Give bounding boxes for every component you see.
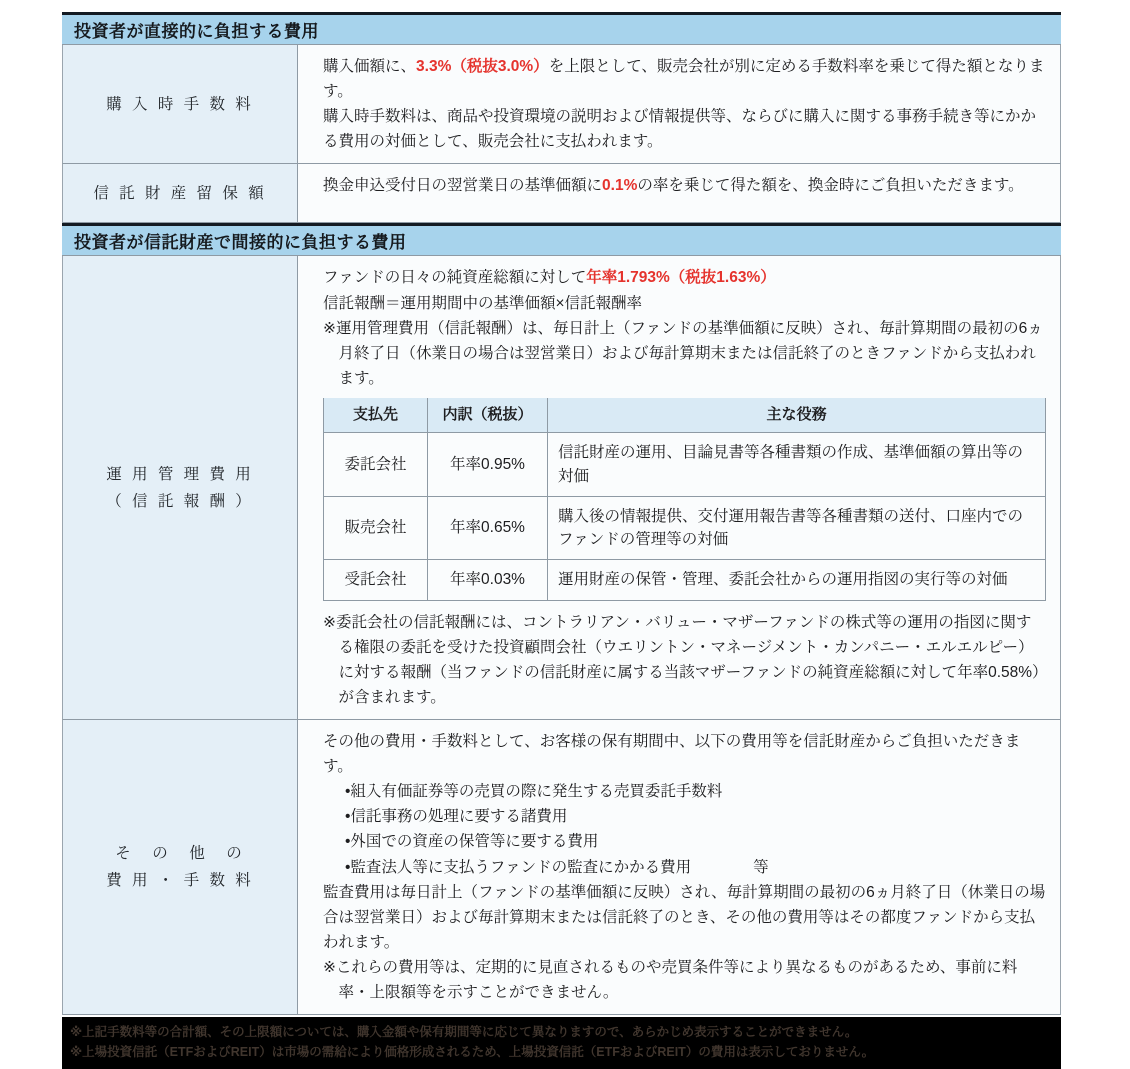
footnote-line: ※上場投資信託（ETFおよびREIT）は市場の需給により価格形成されるため、上場投資信託（ETFおよびREIT）の費用は表示しておりません。 bbox=[70, 1045, 875, 1060]
footnote-line: ※上記手数料等の合計額、その上限額については、購入金額や保有期間等に応じて異なりますので、あらかじめ表示することができません。 bbox=[70, 1025, 858, 1040]
section-title: 投資者が信託財産で間接的に負担する費用 bbox=[74, 233, 407, 253]
row-label-other-fees bbox=[63, 720, 298, 1014]
fee-table-document bbox=[62, 12, 1061, 1069]
note-delegation: ※委託会社の信託報酬には、コントラリアン・バリュー・マザーファンドの株式等の運用の指図に関する権限の委託を受けた投資顧問会社（ウエリントン・マネージメント・カンパニー・エルエルピー）に対する報酬（当ファンドの信託財産に属する当該マザーファンドの純資産総額に対して年率0.58%）が含まれます。 bbox=[323, 613, 1040, 706]
rate-highlight: 年率1.793%（税抜1.63%） bbox=[586, 269, 776, 287]
fee-breakdown-table bbox=[323, 398, 1046, 601]
table-row bbox=[324, 496, 1046, 560]
table-row-purchase-fee bbox=[62, 45, 1061, 164]
row-content-management-fee bbox=[298, 256, 1060, 719]
table-row bbox=[324, 433, 1046, 497]
text-segment: ファンドの日々の純資産総額に対して bbox=[323, 269, 587, 287]
text-segment: 換金申込受付日の翌営業日の基準価額に bbox=[323, 177, 603, 195]
row-content-purchase-fee bbox=[298, 45, 1060, 163]
fee-breakdown-header bbox=[324, 398, 1046, 433]
table-row-retention-fee bbox=[62, 164, 1061, 223]
section-header-direct-costs bbox=[62, 12, 1061, 45]
cell-rate: 年率0.65% bbox=[428, 496, 548, 560]
cell-payee: 委託会社 bbox=[324, 433, 428, 497]
table-row-management-fee bbox=[62, 256, 1061, 720]
text-segment: 購入価額に、 bbox=[323, 58, 417, 75]
row-content-retention-fee bbox=[298, 164, 1060, 222]
row-label-text-line2: 費 用 ・ 手 数 料 bbox=[106, 872, 254, 890]
list-item: •信託事務の処理に要する諸費用 bbox=[345, 808, 568, 826]
row-label-management-fee bbox=[63, 256, 298, 719]
section-title: 投資者が直接的に負担する費用 bbox=[74, 22, 319, 41]
row-label-retention-fee bbox=[63, 164, 298, 222]
paragraph: 監査費用は毎日計上（ファンドの基準価額に反映）され、毎計算期間の最初の6ヵ月終了日（休業日の場合は翌営業日）および毎計算期末または信託終了のとき、その他の費用等はその都度ファンドから支払われます。 bbox=[323, 883, 1046, 951]
note-accrual: ※運用管理費用（信託報酬）は、毎日計上（ファンドの基準価額に反映）され、毎計算期間の最初の6ヵ月終了日（休業日の場合は翌営業日）および毎計算期末または信託終了のときファンドから支払われます。 bbox=[323, 319, 1043, 387]
cell-payee: 販売会社 bbox=[324, 496, 428, 560]
row-label-text-line2: （ 信 託 報 酬 ） bbox=[106, 492, 254, 510]
rate-highlight: 3.3%（税抜3.0%） bbox=[416, 58, 549, 75]
footnote-band bbox=[62, 1017, 1061, 1069]
cell-role: 信託財産の運用、目論見書等各種書類の作成、基準価額の算出等の対価 bbox=[548, 433, 1046, 497]
paragraph: その他の費用・手数料として、お客様の保有期間中、以下の費用等を信託財産からご負担いただきます。 bbox=[323, 732, 1021, 776]
col-header-rate: 内訳（税抜） bbox=[428, 398, 548, 433]
col-header-payee: 支払先 bbox=[324, 398, 428, 433]
list-item: •外国での資産の保管等に要する費用 bbox=[345, 833, 599, 851]
list-item: •監査法人等に支払うファンドの監査にかかる費用 等 bbox=[345, 858, 769, 876]
table-row bbox=[324, 560, 1046, 600]
cell-rate: 年率0.03% bbox=[428, 560, 548, 600]
row-content-other-fees bbox=[298, 720, 1060, 1014]
text-segment: を上限として、販売会社が別に定める手数料率を乗じて得た額となります。 bbox=[323, 58, 1045, 101]
paragraph bbox=[323, 265, 1046, 290]
paragraph: 信託報酬＝運用期間中の基準価額×信託報酬率 bbox=[323, 294, 643, 312]
section-header-indirect-costs bbox=[62, 223, 1061, 256]
text-segment: の率を乗じて得た額を、換金時にご負担いただきます。 bbox=[637, 177, 1024, 195]
paragraph: 購入時手数料は、商品や投資環境の説明および情報提供等、ならびに購入に関する事務手続き等にかかる費用の対価として、販売会社に支払われます。 bbox=[323, 108, 1037, 151]
cell-rate: 年率0.95% bbox=[428, 433, 548, 497]
col-header-role: 主な役務 bbox=[548, 398, 1046, 433]
paragraph bbox=[323, 173, 1046, 198]
fee-breakdown-body bbox=[324, 433, 1046, 600]
cell-role: 運用財産の保管・管理、委託会社からの運用指図の実行等の対価 bbox=[548, 560, 1046, 600]
list-item: •組入有価証券等の売買の際に発生する売買委託手数料 bbox=[345, 783, 723, 801]
note-variable-fees: ※これらの費用等は、定期的に見直されるものや売買条件等により異なるものがあるため、事前に料率・上限額等を示すことができません。 bbox=[323, 958, 1018, 1002]
row-label-text-line1: そ の 他 の bbox=[115, 844, 245, 862]
row-label-purchase-fee bbox=[63, 45, 298, 163]
other-fees-bullet-list bbox=[345, 779, 1046, 879]
table-row-other-fees bbox=[62, 720, 1061, 1015]
row-label-text: 信 託 財 産 留 保 額 bbox=[93, 184, 267, 202]
cell-role: 購入後の情報提供、交付運用報告書等各種書類の送付、口座内でのファンドの管理等の対価 bbox=[548, 496, 1046, 560]
cell-payee: 受託会社 bbox=[324, 560, 428, 600]
paragraph bbox=[323, 54, 1046, 104]
row-label-text-line1: 運 用 管 理 費 用 bbox=[106, 465, 254, 483]
rate-highlight: 0.1% bbox=[602, 177, 638, 195]
row-label-text: 購 入 時 手 数 料 bbox=[106, 95, 254, 113]
table-header-row bbox=[324, 398, 1046, 433]
